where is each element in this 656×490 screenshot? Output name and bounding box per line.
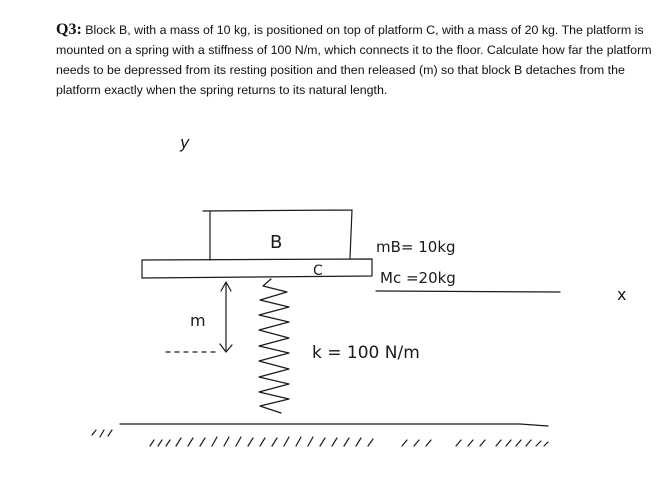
y-axis-label: y	[180, 133, 190, 152]
mass-underline	[376, 291, 560, 292]
question-label: Q3:	[56, 21, 82, 38]
ground	[120, 424, 548, 426]
block-b-label: B	[270, 232, 283, 253]
displacement-label: m	[190, 311, 206, 330]
stiffness-label: k = 100 N/m	[312, 343, 420, 363]
x-axis-label: x	[617, 285, 627, 304]
ground-hatching	[92, 430, 548, 446]
mass-b-annotation: mB= 10kg	[376, 238, 456, 256]
platform-c	[142, 259, 372, 278]
question-body: Block B, with a mass of 10 kg, is positioned on top of platform C, with a mass of 20 kg. The platform is mounted on a spring with a stiffness of 100 N/m, which connects it to the floor. Calculate how far the platform needs to be depressed from its resting position and then released (m) so that block B detaches from the platform exactly when the spring returns to its natural length.	[56, 23, 652, 97]
platform-c-label: C	[313, 263, 323, 279]
spring	[259, 279, 289, 413]
mass-c-annotation: Mc =20kg	[380, 269, 456, 287]
